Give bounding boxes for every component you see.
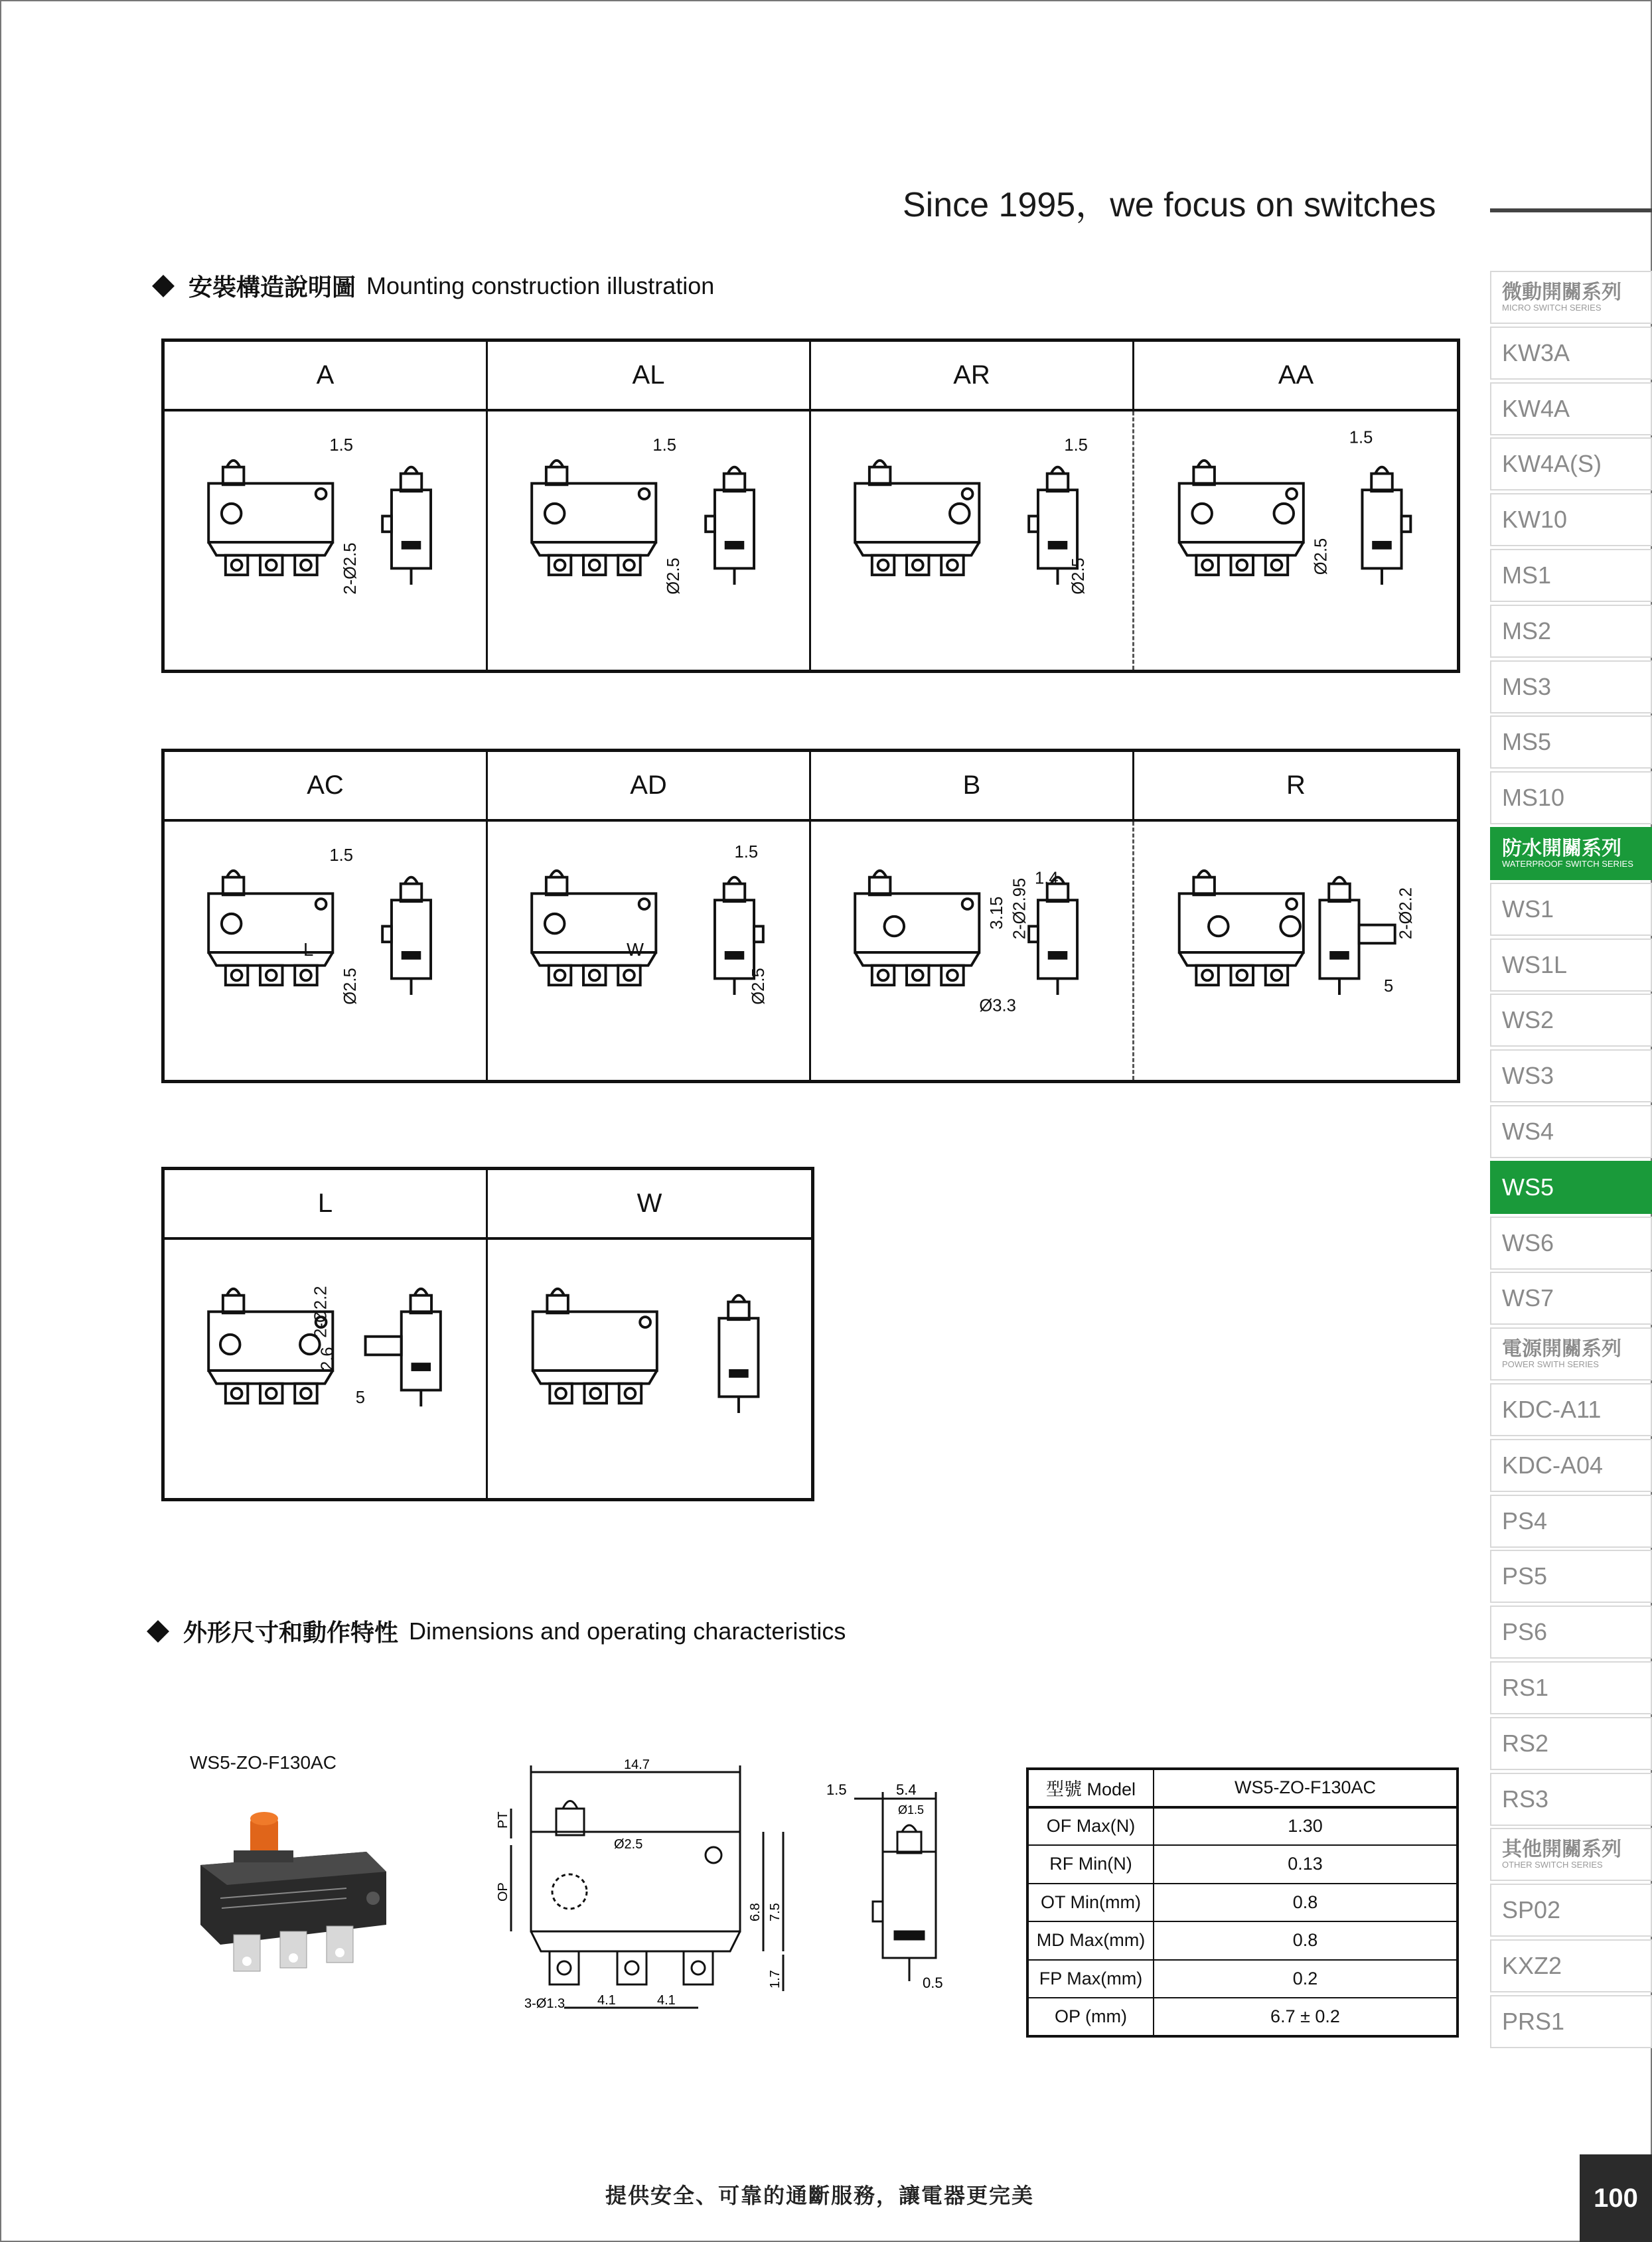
dim-pitch-1: 4.1 — [597, 1993, 616, 2008]
spec-key: RF Min(N) — [1027, 1845, 1154, 1884]
dim-side-2: 5.4 — [896, 1781, 917, 1798]
dim-h2: 7.5 — [768, 1903, 783, 1921]
mounting-illustration — [165, 411, 486, 670]
dimension-label: 5 — [1383, 977, 1394, 996]
mounting-type-label: B — [811, 752, 1134, 819]
dimension-label: Ø3.3 — [979, 996, 1016, 1015]
dimension-label: Ø2.5 — [664, 558, 683, 595]
dim-pins: 3-Ø1.3 — [524, 1996, 565, 2011]
sidebar-group-en: WATERPROOF SWITCH SERIES — [1502, 858, 1633, 869]
switch-side-view — [382, 467, 431, 585]
mounting-illustration-cell — [1134, 411, 1458, 670]
switch-front-view — [532, 871, 656, 985]
mounting-illustration — [811, 411, 1132, 670]
mounting-grid-row-2 — [161, 749, 1460, 1083]
sidebar-item-ms5[interactable]: MS5 — [1490, 715, 1652, 769]
dim-side-3: Ø1.5 — [898, 1803, 925, 1817]
mounting-illustration-cell — [165, 411, 488, 670]
dimension-label: 1.5 — [329, 846, 353, 865]
sidebar-group-header[interactable] — [1490, 1828, 1652, 1881]
sidebar-item-kw10[interactable]: KW10 — [1490, 493, 1652, 546]
switch-front-view — [855, 871, 979, 985]
mounting-illustration — [811, 822, 1132, 1080]
spec-key: OP (mm) — [1027, 1998, 1154, 2036]
spec-value: 6.7 ± 0.2 — [1154, 1998, 1458, 2036]
sidebar-item-ms2[interactable]: MS2 — [1490, 605, 1652, 658]
mounting-marker-label: W — [627, 938, 644, 960]
mounting-illustration-cell — [811, 411, 1134, 670]
diamond-bullet-icon — [147, 1620, 169, 1643]
sidebar-item-rs2[interactable]: RS2 — [1490, 1717, 1652, 1770]
dim-h1: 6.8 — [748, 1903, 763, 1921]
sidebar-item-ws1[interactable]: WS1 — [1490, 883, 1652, 936]
sidebar-item-ws6[interactable]: WS6 — [1490, 1217, 1652, 1270]
spec-row — [1027, 1921, 1458, 1960]
spec-table — [1026, 1767, 1459, 2038]
switch-side-view — [1362, 467, 1410, 585]
dimension-label: 1.5 — [1064, 436, 1088, 455]
dim-h3: 1.7 — [768, 1970, 783, 1988]
spec-key: OF Max(N) — [1027, 1807, 1154, 1846]
mounting-illustration-cell — [811, 822, 1134, 1080]
dim-op: OP — [496, 1882, 510, 1902]
spec-value: 1.30 — [1154, 1807, 1458, 1846]
dimension-label: 1.5 — [329, 436, 353, 455]
mounting-type-label: A — [165, 342, 488, 409]
sidebar-item-ws7[interactable]: WS7 — [1490, 1272, 1652, 1325]
mounting-grid-row-1 — [161, 338, 1460, 673]
grid-body-row — [165, 1240, 811, 1498]
mounting-type-label: AC — [165, 752, 488, 819]
grid-body-row — [165, 411, 1457, 670]
mounting-illustration-cell — [1134, 822, 1458, 1080]
grid-header-row — [165, 1170, 811, 1240]
mounting-marker-label: L — [303, 938, 314, 960]
sidebar-group-header[interactable] — [1490, 271, 1652, 324]
mounting-illustration — [165, 822, 486, 1080]
switch-front-view — [1179, 461, 1304, 575]
mounting-illustration-cell — [165, 1240, 488, 1498]
spec-value: 0.2 — [1154, 1960, 1458, 1998]
dim-side-4: 0.5 — [923, 1975, 943, 1991]
sidebar-group-zh: 防水開關系列 — [1502, 836, 1621, 860]
sidebar-group-header[interactable] — [1490, 827, 1652, 880]
front-dimension-drawing — [491, 1752, 810, 2031]
spec-row — [1027, 1807, 1458, 1846]
sidebar-group-zh: 其他開關系列 — [1502, 1838, 1621, 1862]
section-title-zh: 安裝構造說明圖 — [188, 274, 356, 301]
sidebar-item-sp02[interactable]: SP02 — [1490, 1884, 1652, 1937]
dimension-label: 2.6 — [318, 1347, 337, 1371]
sidebar-item-prs1[interactable]: PRS1 — [1490, 1995, 1652, 2048]
diamond-bullet-icon — [152, 275, 175, 297]
switch-front-view — [855, 461, 979, 575]
spec-key: OT Min(mm) — [1027, 1884, 1154, 1922]
side-dimension-drawing — [820, 1779, 959, 2004]
dim-side-1: 1.5 — [826, 1781, 847, 1798]
mounting-type-label: L — [165, 1170, 488, 1237]
footer-slogan: 提供安全、可靠的通斷服務，讓電器更完美 — [605, 2183, 1035, 2208]
sidebar-item-ws1l[interactable]: WS1L — [1490, 938, 1652, 992]
switch-front-view — [532, 461, 656, 575]
switch-side-view — [706, 467, 754, 585]
mounting-grid-row-3 — [161, 1167, 814, 1501]
product-photo — [187, 1792, 400, 1991]
dimension-label: 2-Ø2.5 — [340, 542, 360, 595]
dimension-label: 2-Ø2.2 — [1396, 887, 1416, 940]
spec-row — [1027, 1845, 1458, 1884]
mounting-type-label: AD — [488, 752, 811, 819]
grid-header-row — [165, 752, 1457, 822]
sidebar-group-en: MICRO SWITCH SERIES — [1502, 303, 1602, 313]
sidebar-item-rs1[interactable]: RS1 — [1490, 1661, 1652, 1714]
mounting-type-label: AL — [488, 342, 811, 409]
section-title-zh: 外形尺寸和動作特性 — [183, 1619, 399, 1647]
sidebar-item-ws3[interactable]: WS3 — [1490, 1049, 1652, 1102]
dimension-label: 1.5 — [1349, 428, 1373, 447]
spec-key: FP Max(mm) — [1027, 1960, 1154, 1998]
switch-side-view — [382, 877, 431, 995]
dimension-label: 1.5 — [734, 843, 759, 862]
spec-key: MD Max(mm) — [1027, 1921, 1154, 1960]
sidebar-item-ws2[interactable]: WS2 — [1490, 994, 1652, 1047]
sidebar-item-ps4[interactable]: PS4 — [1490, 1495, 1652, 1548]
sidebar-item-kxz2[interactable]: KXZ2 — [1490, 1939, 1652, 1992]
mounting-type-label: AR — [811, 342, 1134, 409]
sidebar-group-zh: 電源開關系列 — [1502, 1337, 1621, 1361]
dimension-label: 2-Ø2.95 — [1010, 877, 1029, 940]
spec-value: 0.13 — [1154, 1845, 1458, 1884]
spec-row — [1027, 1884, 1458, 1922]
switch-front-view — [533, 1289, 657, 1403]
dimension-label: Ø2.5 — [749, 968, 768, 1005]
sidebar-item-ws4[interactable]: WS4 — [1490, 1105, 1652, 1158]
switch-front-view — [1179, 871, 1304, 985]
switch-side-view — [1029, 877, 1077, 995]
switch-side-view — [366, 1289, 441, 1406]
sidebar-group-header[interactable] — [1490, 1327, 1652, 1381]
dimension-label: 3.15 — [987, 896, 1006, 930]
sidebar-item-kw3a[interactable]: KW3A — [1490, 327, 1652, 380]
grid-header-row — [165, 342, 1457, 411]
spec-value: WS5-ZO-F130AC — [1154, 1769, 1458, 1807]
sidebar-item-kdc-a04[interactable]: KDC-A04 — [1490, 1439, 1652, 1492]
page-header-title: Since 1995，we focus on switches — [903, 186, 1436, 224]
spec-value: 0.8 — [1154, 1884, 1458, 1922]
section-title-mounting — [151, 269, 714, 303]
spec-row — [1027, 1769, 1458, 1807]
dimension-label: Ø2.5 — [1312, 538, 1331, 575]
section-title-dimensions — [146, 1614, 846, 1648]
sidebar-item-ms10[interactable]: MS10 — [1490, 771, 1652, 824]
sidebar-item-kdc-a11[interactable]: KDC-A11 — [1490, 1383, 1652, 1436]
section-title-en: Dimensions and operating characteristics — [409, 1617, 846, 1645]
mounting-illustration — [488, 1240, 811, 1498]
page-number-badge: 100 — [1580, 2154, 1652, 2242]
product-model-label: WS5-ZO-F130AC — [190, 1752, 337, 1773]
switch-front-view — [208, 461, 333, 575]
dimension-label: 1.4 — [1035, 869, 1059, 888]
sidebar-item-kw4a-s-[interactable]: KW4A(S) — [1490, 437, 1652, 490]
switch-front-view — [208, 871, 333, 985]
spec-row — [1027, 1960, 1458, 1998]
mounting-illustration — [165, 1240, 486, 1498]
section-title-en: Mounting construction illustration — [366, 271, 715, 299]
sidebar-group-zh: 微動開關系列 — [1502, 281, 1621, 304]
sidebar-item-kw4a[interactable]: KW4A — [1490, 382, 1652, 435]
sidebar-group-en: POWER SWITH SERIES — [1502, 1359, 1599, 1370]
dim-pt: PT — [496, 1811, 510, 1829]
sidebar-item-rs3[interactable]: RS3 — [1490, 1773, 1652, 1826]
mounting-type-label: W — [637, 1189, 662, 1218]
mounting-illustration — [488, 822, 809, 1080]
mounting-illustration — [1134, 822, 1458, 1080]
mounting-illustration — [1134, 411, 1458, 670]
sidebar-item-ps6[interactable]: PS6 — [1490, 1606, 1652, 1659]
dim-pitch-2: 4.1 — [657, 1993, 676, 2008]
sidebar-item-ms3[interactable]: MS3 — [1490, 660, 1652, 713]
spec-key: 型號 Model — [1027, 1769, 1154, 1807]
spec-value: 0.8 — [1154, 1921, 1458, 1960]
switch-side-view — [719, 1296, 758, 1413]
series-sidebar — [1490, 271, 1652, 2051]
dimension-label: 2-Ø2.2 — [311, 1286, 331, 1338]
sidebar-item-ps5[interactable]: PS5 — [1490, 1550, 1652, 1603]
dimension-label: Ø2.5 — [340, 968, 360, 1005]
dim-width: 14.7 — [624, 1757, 650, 1772]
mounting-type-label: R — [1286, 771, 1306, 800]
header-rule — [1490, 208, 1652, 212]
spec-row — [1027, 1998, 1458, 2036]
dimension-label: 1.5 — [652, 436, 676, 455]
mounting-illustration-cell — [165, 822, 488, 1080]
grid-body-row — [165, 822, 1457, 1080]
dimension-label: 5 — [355, 1388, 366, 1408]
dim-hole: Ø2.5 — [614, 1837, 643, 1852]
mounting-type-label: AA — [1278, 360, 1314, 390]
mounting-illustration — [488, 411, 809, 670]
mounting-illustration-cell — [488, 822, 811, 1080]
sidebar-item-ms1[interactable]: MS1 — [1490, 549, 1652, 602]
sidebar-item-ws5[interactable]: WS5 — [1490, 1161, 1652, 1214]
mounting-illustration-cell — [488, 1240, 811, 1498]
mounting-illustration-cell — [488, 411, 811, 670]
sidebar-group-en: OTHER SWITCH SERIES — [1502, 1860, 1603, 1870]
dimension-label: Ø2.5 — [1069, 558, 1088, 595]
